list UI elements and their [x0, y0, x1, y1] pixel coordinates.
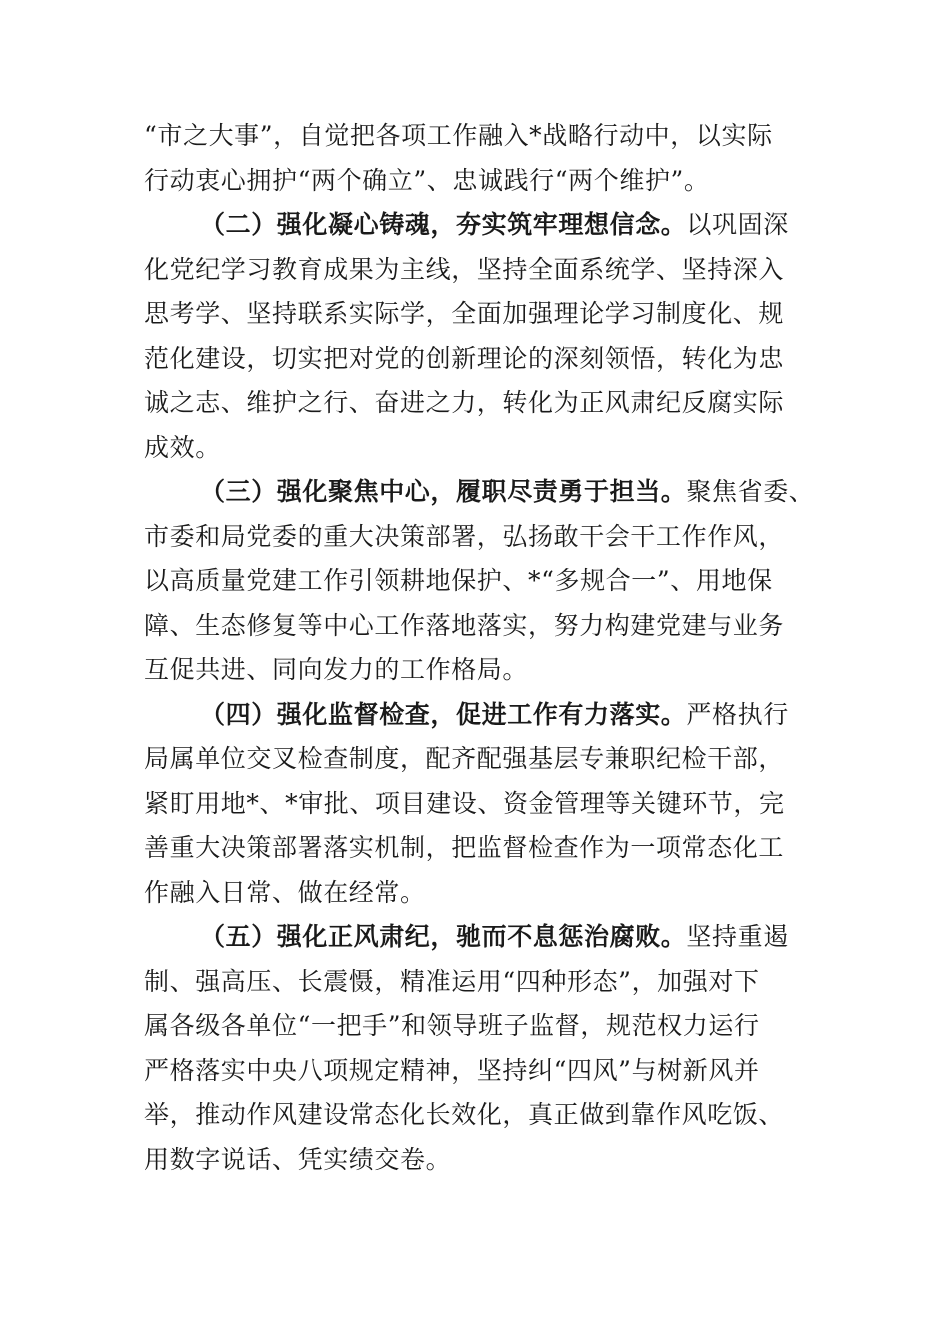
- paragraph-first-line: [144, 693, 824, 738]
- text-line: 化党纪学习教育成果为主线，坚持全面系统学、坚持深入: [144, 254, 785, 284]
- paragraph-section-4: [144, 693, 824, 916]
- text-line: 作融入日常、做在经常。: [144, 877, 426, 907]
- paragraph-first-line: [144, 470, 824, 515]
- paragraph-first-line: [144, 915, 824, 960]
- text-line: 行动衷心拥护“两个确立”、忠诚践行“两个维护”。: [144, 165, 710, 195]
- text-span: 以巩固深: [686, 210, 789, 239]
- section-heading: （二）强化凝心铸魂，夯实筑牢理想信念。: [200, 210, 687, 239]
- paragraph-first-line: [144, 203, 824, 248]
- section-heading: （五）强化正风肃纪，驰而不息惩治腐败。: [200, 922, 687, 951]
- text-line: 以高质量党建工作引领耕地保护、*“多规合一”、用地保: [144, 566, 773, 595]
- text-line: 范化建设，切实把对党的创新理论的深刻领悟，转化为忠: [144, 343, 785, 373]
- text-span: 严格执行: [686, 699, 789, 729]
- paragraph-continuation: [144, 114, 824, 203]
- text-span: 聚焦省委、: [686, 477, 815, 506]
- text-line: 局属单位交叉检查制度，配齐配强基层专兼职纪检干部，: [144, 744, 785, 773]
- text-line: 思考学、坚持联系实际学，全面加强理论学习制度化、规: [144, 299, 785, 328]
- text-line: 互促共进、同向发力的工作格局。: [144, 655, 529, 684]
- text-line: 障、生态修复等中心工作落地落实，努力构建党建与业务: [144, 610, 785, 640]
- paragraph-section-2: [144, 203, 824, 470]
- paragraph-section-5: [144, 915, 824, 1182]
- text-line: 紧盯用地*、*审批、项目建设、资金管理等关键环节，完: [144, 788, 785, 818]
- section-heading: （四）强化监督检查，促进工作有力落实。: [200, 699, 687, 729]
- document-body: [144, 114, 824, 1182]
- text-line: 制、强高压、长震慑，精准运用“四种形态”，加强对下: [144, 966, 760, 996]
- text-line: 善重大决策部署落实机制，把监督检查作为一项常态化工: [144, 833, 785, 862]
- paragraph-section-3: [144, 470, 824, 693]
- section-heading: （三）强化聚焦中心，履职尽责勇于担当。: [200, 477, 687, 506]
- text-line: 严格落实中央八项规定精神，坚持纠“四风”与树新风并: [144, 1055, 760, 1085]
- text-line: 属各级各单位“一把手”和领导班子监督，规范权力运行: [144, 1011, 760, 1040]
- text-line: 市委和局党委的重大决策部署，弘扬敢干会干工作作风，: [144, 521, 785, 551]
- text-line: 举，推动作风建设常态化长效化，真正做到靠作风吃饭、: [144, 1100, 785, 1129]
- text-line: “市之大事”，自觉把各项工作融入*战略行动中，以实际: [144, 121, 773, 150]
- text-line: 成效。: [144, 432, 221, 462]
- text-span: 坚持重遏: [686, 922, 789, 951]
- text-line: 诚之志、维护之行、奋进之力，转化为正风肃纪反腐实际: [144, 388, 785, 417]
- text-line: 用数字说话、凭实绩交卷。: [144, 1144, 452, 1174]
